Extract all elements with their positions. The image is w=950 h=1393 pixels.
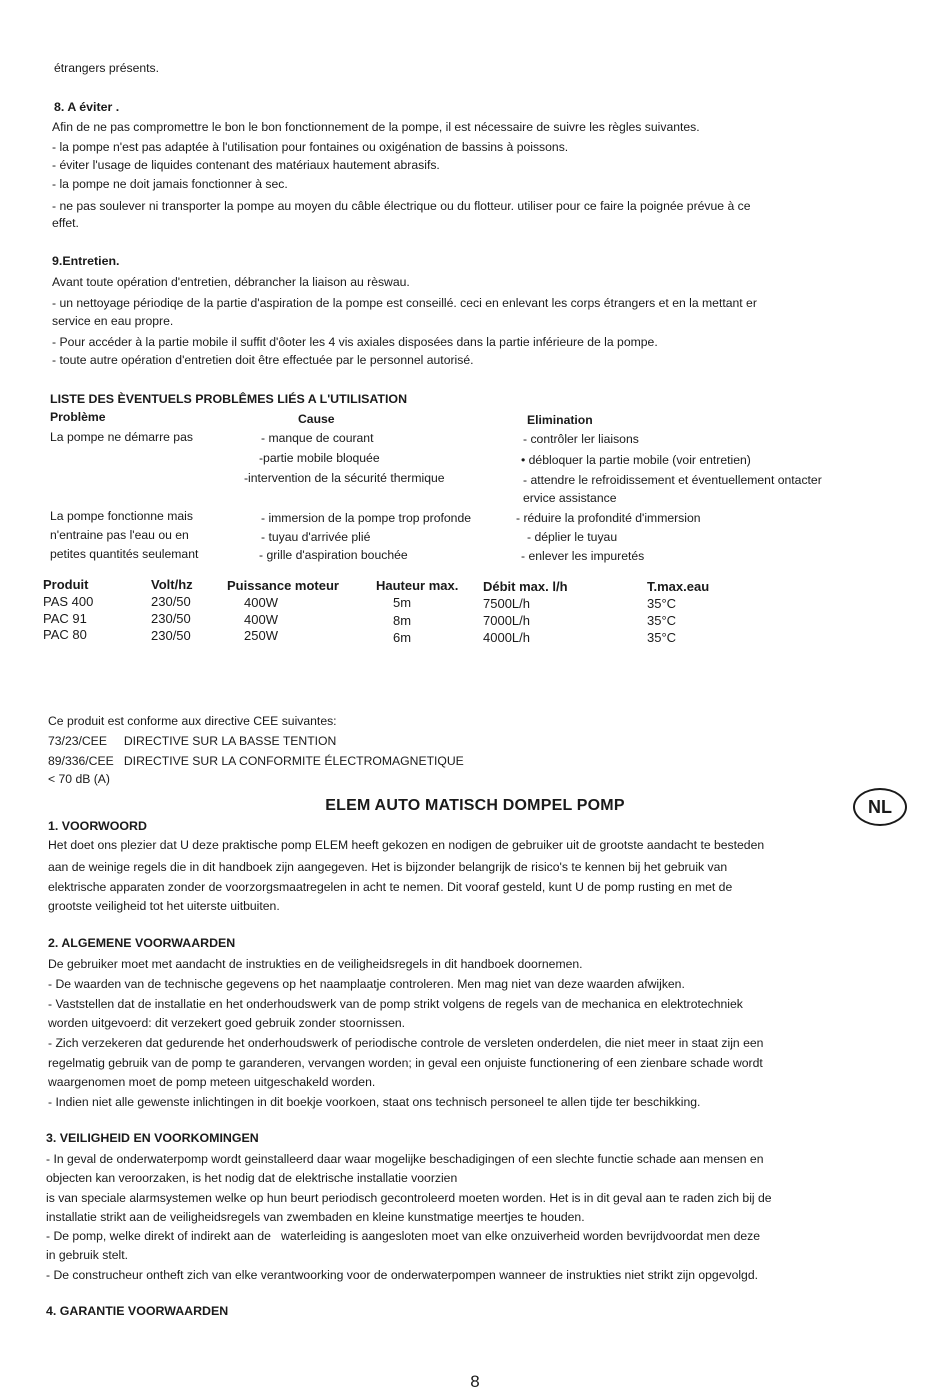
section-9-line: - Pour accéder à la partie mobile il suffit d'ôoter les 4 vis axiales disposées dans la partie inférieure de la pompe. xyxy=(52,335,658,349)
spec-cell: 230/50 xyxy=(151,628,191,643)
problems-title: LISTE DES ÈVENTUELS PROBLÊMES LIÉS A L'UTILISATION xyxy=(50,392,408,406)
spec-cell: 35°C xyxy=(647,630,677,645)
section-8-title: 8. A éviter . xyxy=(54,100,120,114)
conformity-intro: Ce produit est conforme aux directive CEE suivantes: xyxy=(48,714,337,728)
section-8-line: effet. xyxy=(52,216,79,230)
conformity-line: 89/336/CEE DIRECTIVE SUR LA CONFORMITE ÉLECTROMAGNETIQUE xyxy=(48,754,464,768)
elimination-text: - déplier le tuyau xyxy=(527,530,618,544)
spec-cell: 8m xyxy=(393,613,412,628)
section-9-line: - un nettoyage périodiqe de la partie d'aspiration de la pompe est conseillé. ceci en enlevant les corps étrangers et en la mettant er xyxy=(52,296,757,310)
spec-header: Puissance moteur xyxy=(227,578,339,593)
elimination-text: • débloquer la partie mobile (voir entretien) xyxy=(521,453,751,467)
nl-section-2-line: regelmatig gebruik van de pomp te garanderen, vervangen worden; in geval een onjuiste functionering of een zienbare schade wordt xyxy=(48,1056,763,1070)
nl-section-3-line: - De pomp, welke direkt of indirekt aan de waterleiding is aangesloten moet van elke onzuiverheid worden bevrijdvoordat men deze xyxy=(46,1229,761,1243)
spec-cell: 7000L/h xyxy=(483,613,530,628)
cause-text: - grille d'aspiration bouchée xyxy=(259,548,408,562)
section-9-title: 9.Entretien. xyxy=(52,254,120,268)
cause-text: -partie mobile bloquée xyxy=(259,451,380,465)
problems-header-elimination: Elimination xyxy=(527,413,593,427)
problems-header-probleme: Problème xyxy=(50,410,106,424)
spec-cell: PAC 91 xyxy=(43,611,87,626)
nl-section-3-line: - De construcheur ontheft zich van elke verantwoorking voor de onderwaterpompen wanneer de instrukties niet strikt zijn opgevolgd. xyxy=(46,1268,758,1282)
spec-cell: 230/50 xyxy=(151,611,191,626)
nl-section-2-line: - Vaststellen dat de installatie en het onderhoudswerk van de pomp strikt volgens de regels van de mechanica en elektrotechniek xyxy=(48,997,743,1011)
problem-text: La pompe ne démarre pas xyxy=(50,430,193,444)
spec-header: T.max.eau xyxy=(647,579,710,594)
spec-cell: 400W xyxy=(244,612,278,627)
cause-text: - tuyau d'arrivée plié xyxy=(261,530,371,544)
nl-section-3-title: 3. VEILIGHEID EN VOORKOMINGEN xyxy=(46,1131,259,1145)
spec-cell: PAS 400 xyxy=(43,594,94,609)
nl-section-1-line: Het doet ons plezier dat U deze praktische pomp ELEM heeft gekozen en nodigen de gebruiker uit de grootste aandacht te besteden xyxy=(48,838,765,852)
nl-section-1-line: aan de weinige regels die in dit handboek zijn aangegeven. Het is bijzonder belangrijk de risico's te kennen bij het gebruik van xyxy=(48,860,728,874)
spec-header: Volt/hz xyxy=(151,577,193,592)
section-8-line: - la pompe n'est pas adaptée à l'utilisation pour fontaines ou oxigénation de bassins à poissons. xyxy=(52,140,569,154)
conformity-line: < 70 dB (A) xyxy=(48,772,110,786)
nl-section-3-line: in gebruik stelt. xyxy=(46,1248,128,1262)
elimination-text: ervice assistance xyxy=(523,491,617,505)
spec-header: Débit max. l/h xyxy=(483,579,568,594)
section-8-line: - la pompe ne doit jamais fonctionner à sec. xyxy=(52,177,288,191)
section-8-line: Afin de ne pas compromettre le bon le bon fonctionnement de la pompe, il est nécessaire de suivre les règles suivantes. xyxy=(52,120,700,134)
elimination-text: - réduire la profondité d'immersion xyxy=(516,511,701,525)
spec-header: Hauteur max. xyxy=(376,578,459,593)
spec-cell: 4000L/h xyxy=(483,630,530,645)
problem-text: petites quantités seulemant xyxy=(50,547,199,561)
section-9-line: service en eau propre. xyxy=(52,314,174,328)
spec-header: Produit xyxy=(43,577,89,592)
cause-text: -intervention de la sécurité thermique xyxy=(244,471,445,485)
page-number: 8 xyxy=(470,1372,480,1391)
elimination-text: - attendre le refroidissement et éventuellement ontacter xyxy=(523,473,822,487)
nl-section-2-title: 2. ALGEMENE VOORWAARDEN xyxy=(48,936,236,950)
cause-text: - manque de courant xyxy=(261,431,374,445)
section-8-line: - éviter l'usage de liquides contenant des matériaux hautement abrasifs. xyxy=(52,158,440,172)
nl-section-2-line: - Zich verzekeren dat gedurende het onderhoudswerk of periodische controle de versleten onderdelen, die niet meer in staat zijn een xyxy=(48,1036,764,1050)
section-9-line: - toute autre opération d'entretien doit être effectuée par le personnel autorisé. xyxy=(52,353,474,367)
cause-text: - immersion de la pompe trop profonde xyxy=(261,511,472,525)
nl-title: ELEM AUTO MATISCH DOMPEL POMP xyxy=(325,797,625,814)
nl-section-4-title: 4. GARANTIE VOORWAARDEN xyxy=(46,1304,229,1318)
problem-text: n'entraine pas l'eau ou en xyxy=(50,528,189,542)
spec-cell: 35°C xyxy=(647,596,677,611)
spec-cell: 6m xyxy=(393,630,412,645)
nl-section-2-line: - De waarden van de technische gegevens op het naamplaatje controleren. Men mag niet van deze waarden afwijken. xyxy=(48,977,685,991)
spec-cell: 5m xyxy=(393,595,412,610)
nl-section-2-line: waargenomen moet de pomp meteen uitgeschakeld worden. xyxy=(48,1075,376,1089)
spec-cell: 250W xyxy=(244,628,278,643)
nl-section-1-line: grootste veiligheid tot het uiterste uitbuiten. xyxy=(48,899,280,913)
nl-section-3-line: is van speciale alarmsystemen welke op hun beurt periodisch gecontroleerd moeten worden. Het is in dit geval aan te raden zich bij de xyxy=(46,1191,772,1205)
elimination-text: - contrôler ler liaisons xyxy=(523,432,639,446)
problems-header-cause: Cause xyxy=(298,412,335,426)
nl-section-2-line: worden uitgevoerd: dit verzekert goed gebruik zonder stoornissen. xyxy=(48,1016,406,1030)
spec-cell: 7500L/h xyxy=(483,596,530,611)
continuation-line: étrangers présents. xyxy=(54,61,160,75)
problem-text: La pompe fonctionne mais xyxy=(50,509,193,523)
elimination-text: - enlever les impuretés xyxy=(521,549,645,563)
nl-section-2-line: - Indien niet alle gewenste inlichtingen in dit boekje voorkoen, staat ons technisch personeel te allen tijde ter beschikking. xyxy=(48,1095,701,1109)
nl-section-1-line: elektrische apparaten zonder de voorzorgsmaatregelen in acht te nemen. Dit vooraf gesteld, kunt U de pomp rusting en met de xyxy=(48,880,733,894)
nl-section-3-line: - In geval de onderwaterpomp wordt geinstalleerd daar waar mogelijke beschadigingen of een slechte functie schade aan mensen en xyxy=(46,1152,764,1166)
nl-section-2-line: De gebruiker moet met aandacht de instrukties en de veiligheidsregels in dit handboek doornemen. xyxy=(48,957,583,971)
spec-cell: 400W xyxy=(244,595,278,610)
nl-section-3-line: objecten kan veroorzaken, is het nodig dat de elektrische installatie voorzien xyxy=(46,1171,458,1185)
language-badge: NL xyxy=(853,788,907,826)
section-8-line: - ne pas soulever ni transporter la pompe au moyen du câble électrique ou du flotteur. utiliser pour ce faire la poignée prévue à ce xyxy=(52,199,751,213)
spec-cell: PAC 80 xyxy=(43,627,87,642)
conformity-line: 73/23/CEE DIRECTIVE SUR LA BASSE TENTION xyxy=(48,734,337,748)
section-9-line: Avant toute opération d'entretien, débrancher la liaison au rèswau. xyxy=(52,275,410,289)
spec-cell: 230/50 xyxy=(151,594,191,609)
nl-section-1-title: 1. VOORWOORD xyxy=(48,819,147,833)
nl-section-3-line: installatie strikt aan de veiligheidsregels van zwembaden en kleine kunstmatige meertjes te houden. xyxy=(46,1210,585,1224)
spec-cell: 35°C xyxy=(647,613,677,628)
